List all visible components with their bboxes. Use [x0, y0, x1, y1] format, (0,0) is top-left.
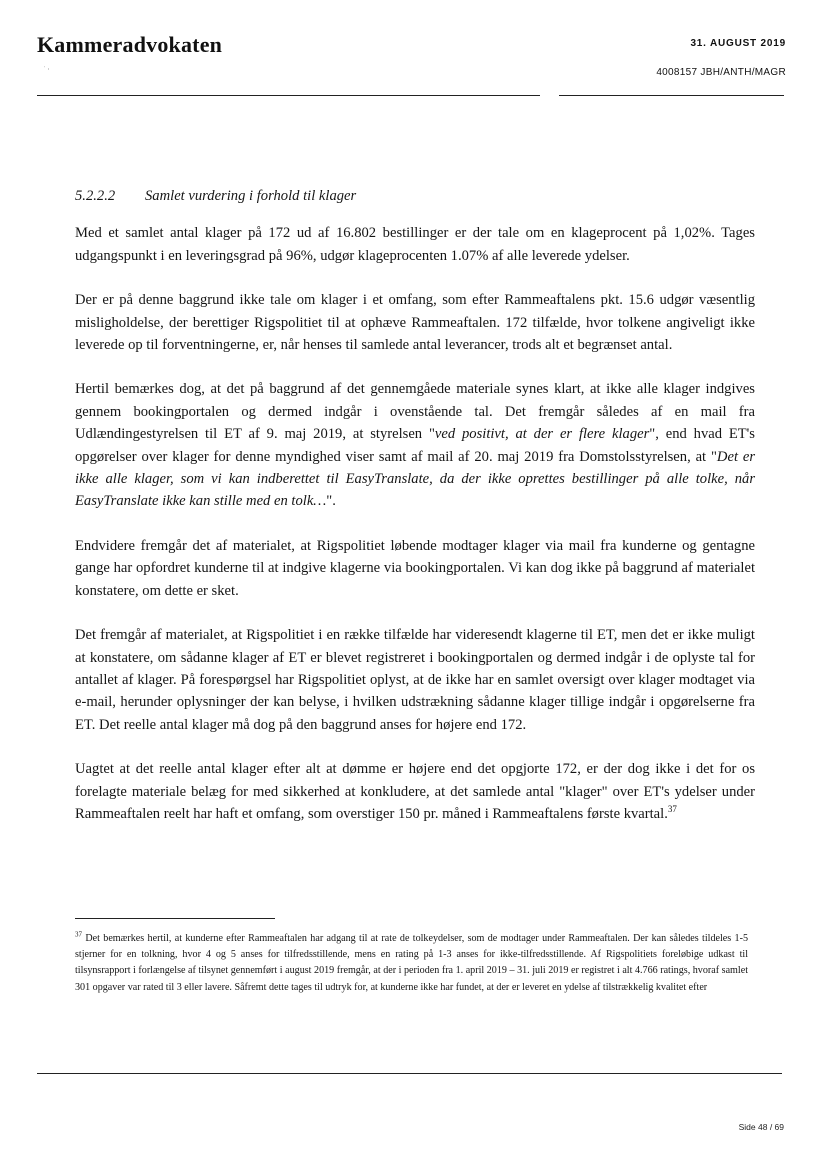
- paragraph-3-part-a: Hertil bemærkes dog, at det på baggrund af det gennemgåede materiale synes klart, at ikke alle klager indgives gennem bookingportalen og dermed indgår i ovenstående tal. Det fremgår således af en mail fra Udlændingestyrelsen til ET af 9. maj 2019, at styrelsen ": [75, 381, 755, 443]
- header-rule-right: [559, 95, 784, 96]
- logo-kammeradvokaten: Kammeradvokaten: [37, 32, 223, 57]
- document-reference: 4008157 JBH/ANTH/MAGR: [656, 67, 786, 78]
- scan-specks: ˙ ⋅: [44, 67, 50, 73]
- paragraph-5: Det fremgår af materialet, at Rigspolitiet i en række tilfælde har videresendt klagerne til ET, men det er ikke muligt at konstatere, om sådanne klager af ET er blevet registreret i bookingportalen og dermed indgår i de oplyste tal for antallet af klager. På forespørgsel har Rigspolitiet oplyst, at de ikke har en samlet oversigt over klager modtaget via e-mail, herunder oplysninger der kan belyse, i hvilken udstrækning sådanne klager tillige indgår i opgørelserne fra ET. Det reelle antal klager må dog på den baggrund anses for højere end 172.: [75, 627, 755, 733]
- main-content: [75, 185, 755, 847]
- footnote-number: 37: [75, 930, 82, 939]
- header-rule-left: [37, 95, 540, 96]
- paragraph-1: Med et samlet antal klager på 172 ud af 16.802 bestillinger er der tale om en klageprocent på 1,02%. Tages udgangspunkt i en leveringsgrad på 96%, udgør klageprocenten 1.07% af alle leverede ydelser.: [75, 225, 755, 264]
- paragraph-3: [75, 378, 755, 512]
- document-date: 31. AUGUST 2019: [690, 38, 786, 49]
- footnote-37: [75, 931, 748, 996]
- paragraph-6: [75, 758, 755, 825]
- section-heading: [75, 185, 755, 207]
- footnote-text: Det bemærkes hertil, at kunderne efter Rammeaftalen har adgang til at rate de tolkeydelser, som de modtager under Rammeaftalen. Der kan således tildeles 1-5 stjerner for en tolkning, hvor 4 og 5 anses for tilfredsstillende, mens en rating på 1-3 anses for ikke-tilfredsstillende. Af Rigspolitiets foreløbige udkast til tilsynsrapport i forlængelse af tilsynet gennemført i august 2019 fremgår, at der i perioden fra 1. april 2019 – 31. juli 2019 er registret i alt 4.766 ratings, hvoraf samlet 301 opgaver var rated til 3 eller lavere. Såfremt dette tages til udtryk for, at kunderne ikke har fundet, at der er leveret en ydelse af tilstrækkelig kvalitet efter: [75, 933, 748, 993]
- paragraph-4: Endvidere fremgår det af materialet, at Rigspolitiet løbende modtager klager via mail fra kunderne og gentagne gange har opfordret kunderne til at indgive klagerne via bookingportalen. Vi kan dog ikke på baggrund af materialet konstatere, om dette er sket.: [75, 537, 755, 599]
- footer-rule: [37, 1073, 782, 1074]
- paragraph-3-part-c: ", end hvad ET's opgørelser over klager for denne myndighed viser samt af mail af 20. maj 2019 fra Domstolsstyrelsen, at ": [75, 426, 755, 465]
- paragraph-6-text: Uagtet at det reelle antal klager efter alt at dømme er højere end det opgjorte 172, er der dog ikke i det for os forelagte materiale belæg for med sikkerhed at konkludere, at det samlede antal "klager" over ET's ydelser under Rammeaftalen reelt har haft et omfang, som overstiger 150 pr. måned i Rammeaftalens første kvartal.: [75, 761, 755, 822]
- paragraph-2: Der er på denne baggrund ikke tale om klager i et omfang, som efter Rammeaftalens pkt. 15.6 udgør væsentlig misligholdelse, der berettiger Rigspolitiet til at ophæve Rammeaftalen. 172 tilfælde, hvor tolkene angiveligt ikke leverede op til forventningerne, er, når henses til samlede antal leverancer, trods alt et begrænset antal.: [75, 292, 755, 354]
- quote-udlaendingestyrelsen: ved positivt, at der er flere klager: [434, 426, 650, 443]
- footnote-ref-37[interactable]: 37: [667, 804, 677, 815]
- section-title: Samlet vurdering i forhold til klager: [145, 188, 357, 204]
- section-number: 5.2.2.2: [75, 188, 116, 204]
- page-number: Side 48 / 69: [738, 1122, 784, 1132]
- quote-domstolsstyrelsen: Det er ikke alle klager, som vi kan indberettet til EasyTranslate, da der ikke oprettes bestillinger på alle tolke, når EasyTranslate ikke kan stille med en tolk…: [75, 448, 755, 510]
- footnote-separator: [75, 918, 275, 919]
- paragraph-3-part-e: ".: [326, 493, 336, 510]
